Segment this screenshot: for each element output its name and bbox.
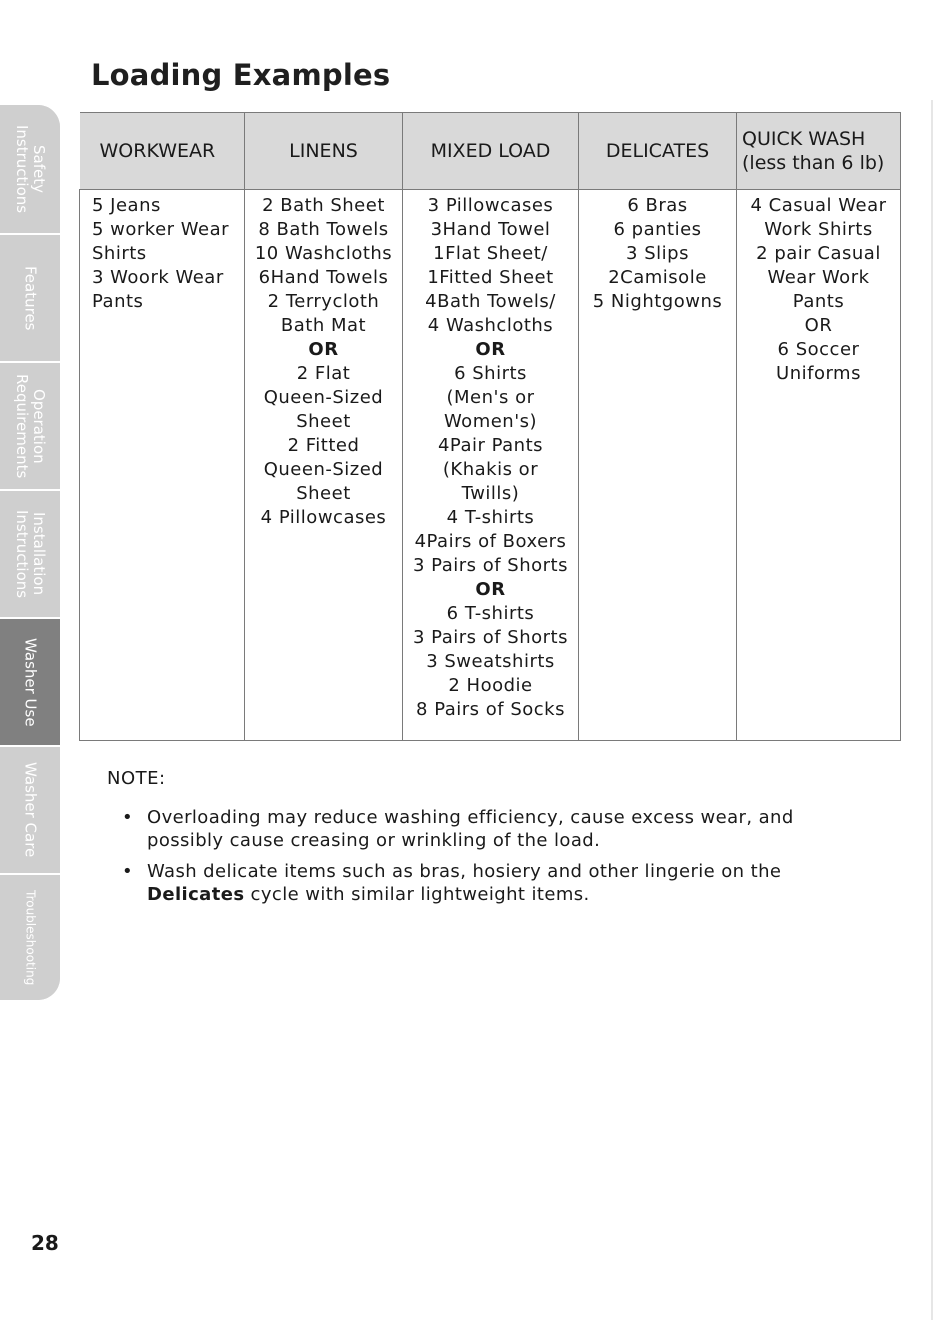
side-tab-installation-instructions[interactable]: [0, 491, 60, 619]
cell-line: Pants: [792, 291, 845, 312]
side-tab-label: Features: [21, 265, 40, 331]
side-tab-label: Troubleshooting: [23, 889, 38, 986]
cell-line: OR: [475, 339, 506, 360]
cell-line: Twills): [461, 483, 520, 504]
cell-mixed-load: [403, 190, 579, 741]
cell-line: 5 Nightgowns: [592, 291, 723, 312]
cell-line: 4 Washcloths: [427, 315, 554, 336]
cell-line: Uniforms: [776, 363, 861, 384]
cell-line: OR: [308, 339, 339, 360]
note-item: [120, 806, 840, 852]
cell-line: 5 Jeans: [92, 195, 161, 216]
cell-line: 2 Terrycloth: [267, 291, 380, 312]
cell-line: 4Pairs of Boxers: [414, 531, 567, 552]
note-list: [120, 806, 840, 914]
side-tab-label: Washer Use: [21, 637, 40, 727]
cell-line: Sheet: [296, 483, 351, 504]
cell-linens: [245, 190, 403, 741]
cell-line: 4Bath Towels/: [425, 291, 556, 312]
cell-line: 8 Bath Towels: [258, 219, 389, 240]
note-text: Overloading may reduce washing efficiency, cause excess wear, and possibly cause creasing or wrinkling of the load.: [147, 807, 794, 851]
table-row: [80, 190, 901, 741]
header-quick-wash: QUICK WASH (less than 6 lb): [737, 113, 901, 190]
cell-line: 1Flat Sheet/: [433, 243, 548, 264]
note-title: NOTE:: [107, 768, 166, 789]
cell-line: 3 Woork Wear: [92, 267, 224, 288]
cell-line: 8 Pairs of Socks: [416, 699, 565, 720]
side-tab-washer-care[interactable]: [0, 747, 60, 875]
cell-line: 6 Shirts: [454, 363, 527, 384]
cell-line: 3 Pairs of Shorts: [412, 555, 568, 576]
cell-line: (Men's or: [446, 387, 535, 408]
cell-line: 6 Bras: [627, 195, 688, 216]
side-tab-troubleshooting[interactable]: [0, 875, 60, 1000]
cell-line: Queen-Sized: [263, 459, 384, 480]
cell-line: 2 Fitted: [287, 435, 360, 456]
cell-line: 2 Hoodie: [448, 675, 533, 696]
cell-line: Wear Work: [767, 267, 870, 288]
header-delicates: DELICATES: [579, 113, 737, 190]
cell-line: (Khakis or: [442, 459, 539, 480]
cell-line: 4Pair Pants: [437, 435, 544, 456]
cell-line: 2 Bath Sheet: [262, 195, 385, 216]
side-tab-safety-instructions[interactable]: [0, 105, 60, 235]
cell-line: Women's): [443, 411, 538, 432]
cell-line: 3 Pairs of Shorts: [412, 627, 568, 648]
header-linens: LINENS: [245, 113, 403, 190]
cell-line: 3Hand Towel: [430, 219, 551, 240]
cell-line: 2Camisole: [608, 267, 707, 288]
cell-workwear: [80, 190, 245, 741]
side-tab-washer-use[interactable]: [0, 619, 60, 747]
side-tab-label: Safety Instructions: [13, 124, 48, 214]
side-tab-operation-requirements[interactable]: [0, 363, 60, 491]
cell-line: 10 Washcloths: [254, 243, 393, 264]
bullet-icon: •: [122, 861, 134, 882]
cell-line: 1Fitted Sheet: [427, 267, 554, 288]
cell-line: Queen-Sized: [263, 387, 384, 408]
cell-line: OR: [804, 315, 833, 336]
bullet-icon: •: [122, 807, 134, 828]
note-text: cycle with similar lightweight items.: [244, 884, 590, 905]
cell-line: Work Shirts: [764, 219, 873, 240]
cell-line: 5 worker Wear: [92, 219, 230, 240]
cell-line: OR: [475, 579, 506, 600]
cell-line: 6 panties: [613, 219, 702, 240]
cell-line: Sheet: [296, 411, 351, 432]
header-mixed-load: MIXED LOAD: [403, 113, 579, 190]
cell-line: 3 Pillowcases: [427, 195, 554, 216]
cell-delicates: [579, 190, 737, 741]
cell-line: 4 Pillowcases: [260, 507, 387, 528]
cell-line: 6 Soccer: [777, 339, 860, 360]
cell-line: 2 pair Casual: [756, 243, 881, 264]
side-tab-label: Operation Requirements: [13, 373, 48, 479]
side-tab-label: Installation Instructions: [13, 509, 48, 599]
note-bold-term: Delicates: [147, 884, 245, 905]
side-tab-label: Washer Care: [21, 762, 40, 858]
cell-line: Bath Mat: [280, 315, 367, 336]
cell-line: 4 T-shirts: [446, 507, 535, 528]
side-tabs: [0, 105, 60, 1000]
cell-line: 6Hand Towels: [258, 267, 389, 288]
cell-line: 3 Slips: [626, 243, 689, 264]
cell-line: Shirts: [92, 243, 147, 264]
cell-line: 3 Sweatshirts: [426, 651, 555, 672]
cell-line: 4 Casual Wear: [750, 195, 887, 216]
cell-line: 6 T-shirts: [446, 603, 535, 624]
note-text: Wash delicate items such as bras, hosiery and other lingerie on the: [147, 861, 782, 882]
header-workwear: WORKWEAR: [80, 113, 245, 190]
note-item: [120, 860, 840, 906]
loading-examples-table: [79, 112, 901, 741]
page-title: Loading Examples: [91, 58, 391, 92]
page-number: 28: [31, 1231, 59, 1255]
table-header-row: [80, 113, 901, 190]
cell-line: 2 Flat: [296, 363, 351, 384]
side-tab-features[interactable]: [0, 235, 60, 363]
cell-quick-wash: [737, 190, 901, 741]
cell-line: Pants: [92, 291, 144, 312]
